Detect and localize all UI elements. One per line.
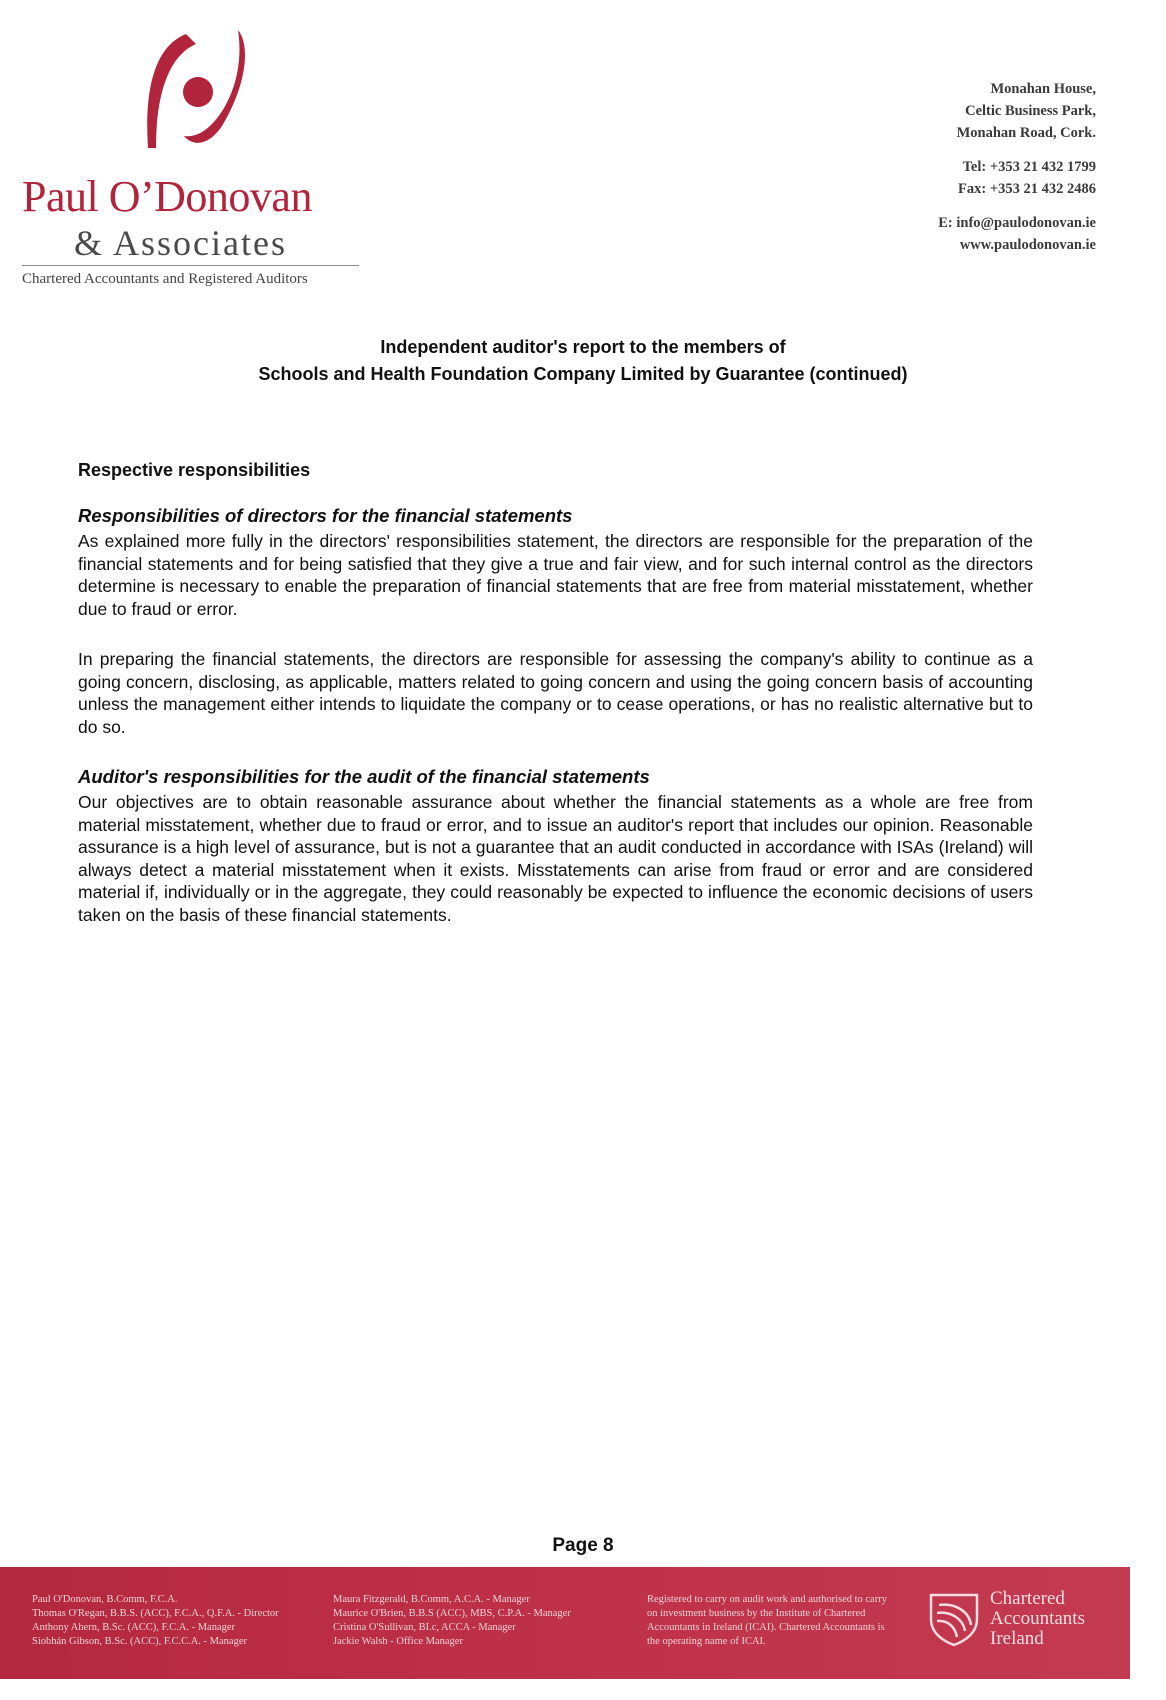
chartered-accountants-ireland-icon (925, 1589, 983, 1647)
footer-band (0, 1567, 1130, 1679)
email-address: E: info@paulodonovan.ie (938, 215, 1096, 231)
footer-staff-line: Maurice O'Brien, B.B.S (ACC), MBS, C.P.A. - Manager (333, 1608, 571, 1619)
directors-paragraph: As explained more fully in the directors' responsibilities statement, the directors are responsible for the preparation of the financial statements and for being satisfied that they give a true and fair view, and for such internal control as the directors determine is necessary to enable the preparation of financial statements that are free from material misstatement, whether due to fraud or error. (78, 531, 1033, 619)
footer-staff-list (333, 1593, 571, 1649)
footer-staff-line: Cristina O'Sullivan, BI.c, ACCA - Manager (333, 1622, 516, 1633)
footer-registration-note: Registered to carry on audit work and authorised to carry on investment business by the Institute of Chartered Accountants in Ireland (ICAI). Chartered Accountants is the operating name of ICAI. (647, 1594, 887, 1647)
phone-number: Tel: +353 21 432 1799 (962, 159, 1096, 175)
firm-tagline: Chartered Accountants and Registered Auditors (22, 271, 308, 287)
cai-logo-line: Chartered (990, 1588, 1065, 1609)
firm-name: Paul O’Donovan (22, 172, 312, 221)
firm-sub: & Associates (74, 223, 287, 263)
firm-divider (22, 265, 359, 266)
cai-logo-line: Accountants (990, 1608, 1085, 1629)
footer-staff-line: Maura Fitzgerald, B.Comm, A.C.A. - Manager (333, 1594, 530, 1605)
address-line: Celtic Business Park, (965, 103, 1096, 119)
directors-paragraph: In preparing the financial statements, the directors are responsible for assessing the company's ability to continue as a going concern, disclosing, as applicable, matters related to going concern and using the going concern basis of accounting unless the management either intends to liquidate the company or to cease operations, or has no realistic alternative but to do so. (78, 649, 1033, 737)
page-number: Page 8 (552, 1535, 614, 1556)
report-title-line: Schools and Health Foundation Company Limited by Guarantee (continued) (258, 364, 908, 384)
cai-logo-line: Ireland (990, 1628, 1044, 1649)
website-address: www.paulodonovan.ie (959, 237, 1096, 253)
directors-heading: Responsibilities of directors for the financial statements (78, 505, 573, 526)
address-line: Monahan Road, Cork. (956, 125, 1096, 141)
footer-staff-line: Paul O'Donovan, B.Comm, F.C.A. (32, 1594, 178, 1605)
footer-staff-line: Jackie Walsh - Office Manager (333, 1636, 463, 1647)
firm-address-block (938, 78, 1096, 256)
footer-staff-line: Thomas O'Regan, B.B.S. (ACC), F.C.A., Q.F.A. - Director (32, 1608, 279, 1619)
auditor-paragraph: Our objectives are to obtain reasonable assurance about whether the financial statements as a whole are free from material misstatement, whether due to fraud or error, and to issue an auditor's report that includes our opinion. Reasonable assurance is a high level of assurance, but is not a guarantee that an audit conducted in accordance with ISAs (Ireland) will always detect a material misstatement when it exists. Misstatements can arise from fraud or error and are considered material if, individually or in the aggregate, they could reasonably be expected to influence the economic decisions of users taken on the basis of these financial statements. (78, 792, 1033, 925)
section-heading: Respective responsibilities (78, 460, 311, 480)
report-body (78, 460, 1033, 954)
footer-staff-line: Anthony Ahern, B.Sc. (ACC), F.C.A. - Manager (32, 1622, 236, 1633)
footer-staff-list (32, 1593, 279, 1649)
report-title-line: Independent auditor's report to the members of (380, 337, 786, 357)
report-title (0, 334, 1166, 388)
address-line: Monahan House, (990, 81, 1096, 97)
auditor-heading: Auditor's responsibilities for the audit of the financial statements (78, 766, 650, 787)
footer-staff-line: Siobhán Gibson, B.Sc. (ACC), F.C.C.A. - Manager (32, 1636, 247, 1647)
fax-number: Fax: +353 21 432 2486 (958, 181, 1096, 197)
chartered-accountants-ireland-logo (990, 1589, 1085, 1649)
firm-logo-mark-icon (126, 26, 276, 161)
